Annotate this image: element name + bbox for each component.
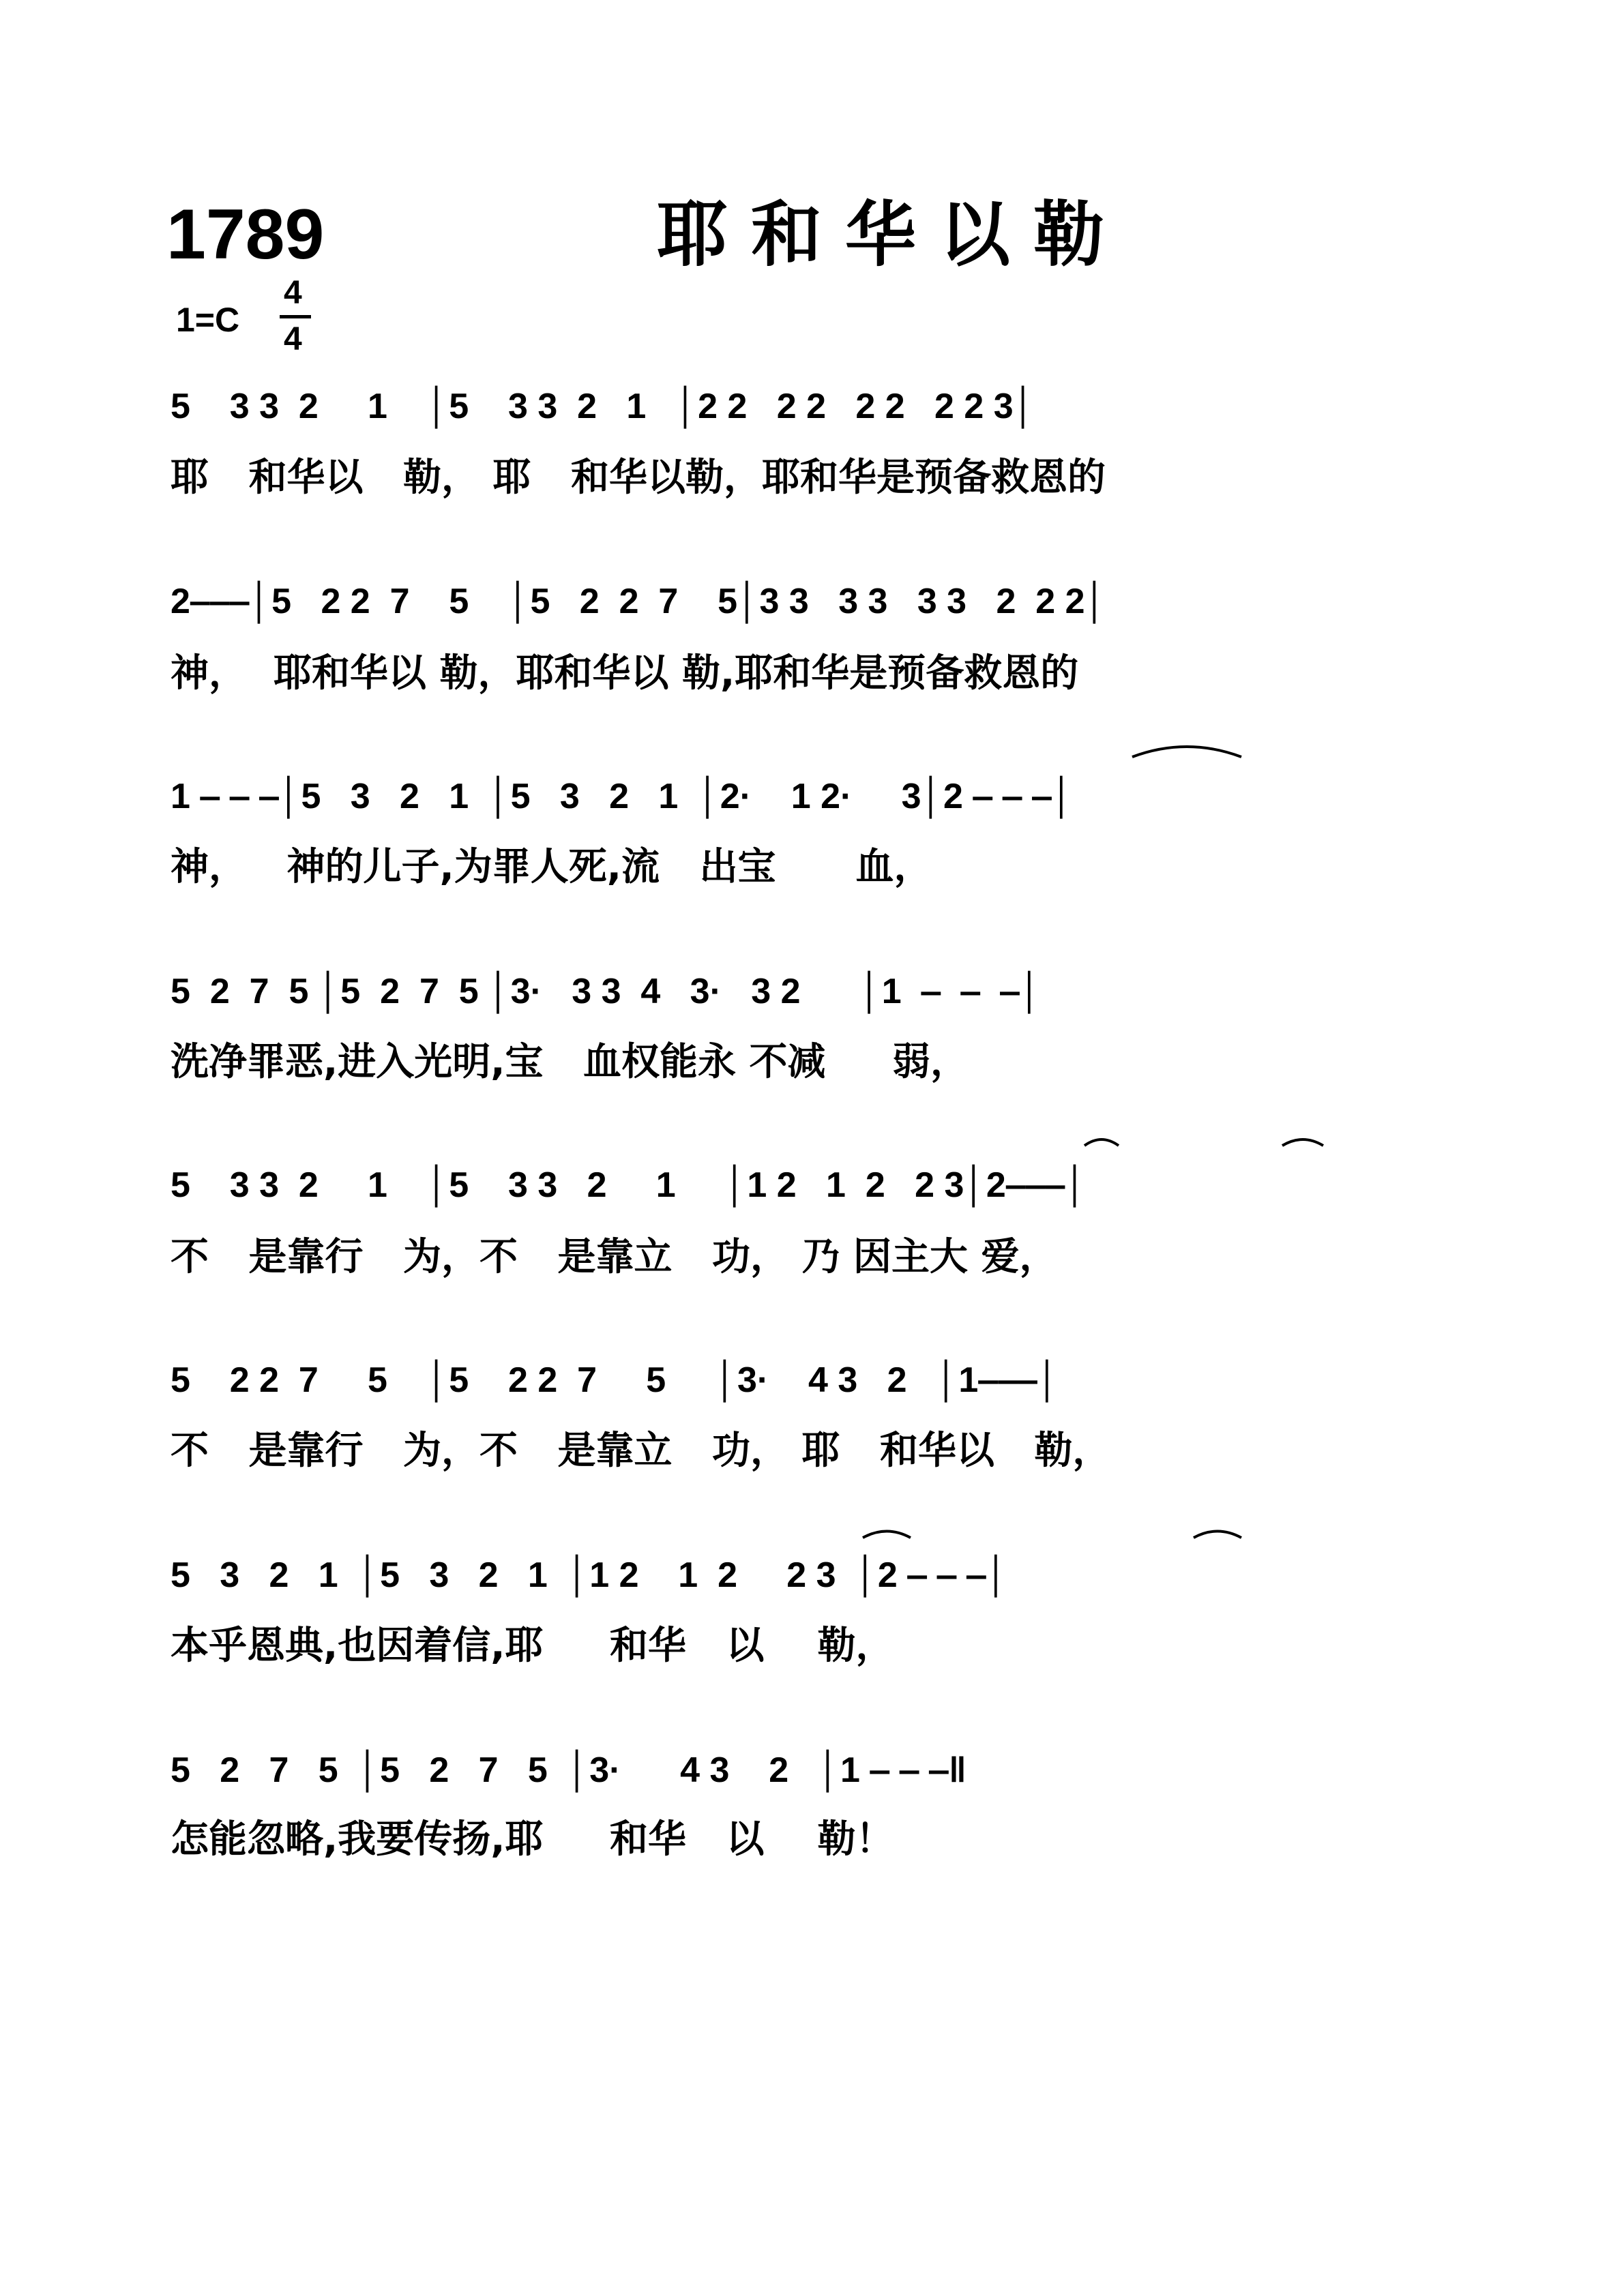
melody-line-5: 5 3 3 2 1 │5 3 3 2 1 │1 2 1 2 2 3│2‒‒‒│ xyxy=(171,1165,1088,1205)
hymn-title: 耶和华以勒 xyxy=(657,193,1128,276)
lyric-line-1: 耶 和华以 勒， 耶 和华以勒，耶和华是预备救恩的 xyxy=(171,456,1106,500)
tie-arc xyxy=(1084,1139,1119,1146)
tie-arc xyxy=(1132,747,1241,757)
lyric-line-8: 怎能忽略,我要传扬,耶 和华 以 勒！ xyxy=(171,1817,894,1862)
lyric-line-5: 不 是靠行 为，不 是靠立 功， 乃 因主大 爱， xyxy=(171,1235,1058,1279)
hymn-number: 1789 xyxy=(166,195,325,274)
lyric-line-6: 不 是靠行 为，不 是靠立 功， 耶 和华以 勒， xyxy=(171,1429,1111,1473)
melody-line-4: 5 2 7 5 │5 2 7 5 │3· 3 3 4 3· 3 2 │1 ‒ ‒ ‒│ xyxy=(171,972,1042,1011)
time-signature-bottom: 4 xyxy=(284,321,302,357)
melody-line-3: 1 ‒ ‒ ‒│5 3 2 1 │5 3 2 1 │2· 1 2· 3│2 ‒ ‒ ‒│ xyxy=(171,777,1074,816)
tie-arc xyxy=(1194,1532,1241,1538)
lyric-line-2: 神， 耶和华以 勒，耶和华以 勒,耶和华是预备救恩的 xyxy=(171,651,1079,696)
lyric-line-4: 洗净罪恶,进入光明,宝 血权能永 不减 弱， xyxy=(171,1040,969,1084)
tie-arc xyxy=(1282,1139,1323,1146)
melody-line-8: 5 2 7 5 │5 2 7 5 │3· 4 3 2 │1 ‒ ‒ ‒‖ xyxy=(171,1750,966,1790)
melody-line-1: 5 3 3 2 1 │5 3 3 2 1 │2 2 2 2 2 2 2 2 3│ xyxy=(171,387,1036,426)
melody-line-6: 5 2 2 7 5 │5 2 2 7 5 │3· 4 3 2 │1‒‒‒│ xyxy=(171,1360,1060,1400)
tie-arc xyxy=(863,1532,911,1538)
lyric-line-7: 本乎恩典,也因着信,耶 和华 以 勒， xyxy=(171,1624,894,1668)
melody-line-2: 2‒‒‒│5 2 2 7 5 │5 2 2 7 5│3 3 3 3 3 3 2 2 2│ xyxy=(171,582,1108,621)
melody-line-7: 5 3 2 1 │5 3 2 1 │1 2 1 2 2 3 │2 ‒ ‒ ‒│ xyxy=(171,1555,1009,1595)
lyric-line-3: 神， 神的儿子,为罪人死,流 出宝 血， xyxy=(171,845,932,889)
key-signature: 1=C xyxy=(176,301,240,339)
time-signature-top: 4 xyxy=(284,275,302,311)
